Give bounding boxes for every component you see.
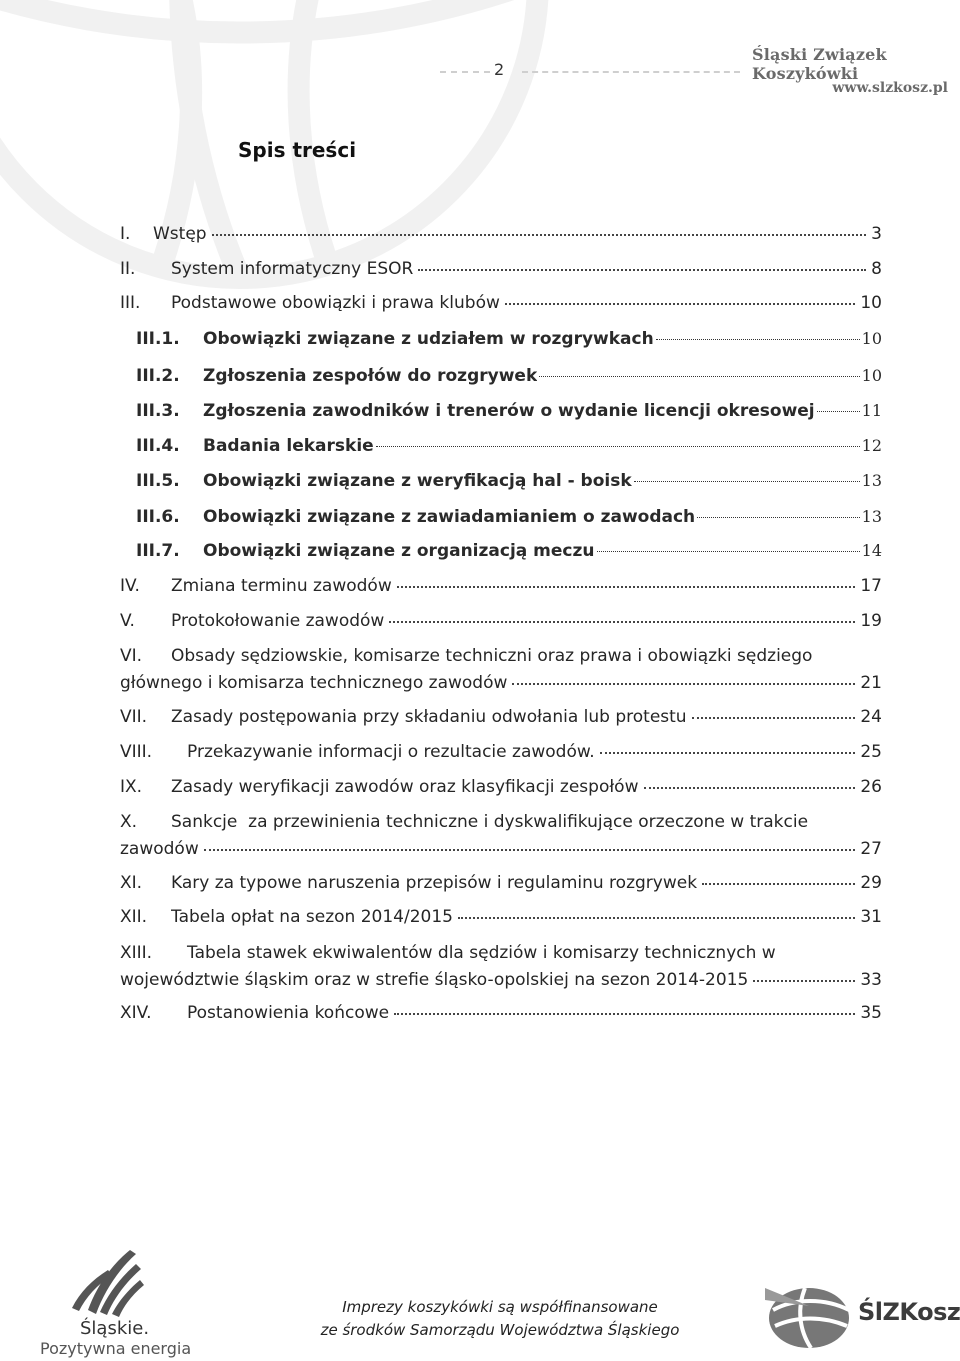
toc-entry[interactable] — [120, 707, 882, 727]
toc-leader-dots — [692, 717, 856, 719]
toc-entry-page: 12 — [861, 436, 882, 455]
toc-entry-number: III.5. — [136, 471, 180, 491]
toc-entry[interactable] — [120, 293, 882, 313]
toc-entry-title: Obowiązki związane z organizacją meczu — [203, 541, 595, 561]
toc-entry-title: Zgłoszenia zawodników i trenerów o wydanie licencji okresowej — [203, 401, 815, 421]
toc-entry-number: XI. — [120, 873, 143, 893]
toc-entry-page: 10 — [861, 366, 882, 385]
toc-entry-page: 10 — [860, 293, 882, 313]
toc-entry-number: XIV. — [120, 1003, 152, 1023]
toc-entry-title: Zasady weryfikacji zawodów oraz klasyfikacji zespołów — [171, 777, 639, 797]
toc-entry[interactable] — [120, 873, 882, 893]
toc-entry-title: Protokołowanie zawodów — [171, 611, 385, 631]
toc-leader-dots — [458, 917, 855, 919]
toc-entry-page: 26 — [860, 777, 882, 797]
toc-subentry[interactable] — [136, 366, 882, 386]
toc-entry-title: Obsady sędziowskie, komisarze techniczni oraz prawa i obowiązki sędziego — [171, 646, 813, 666]
toc-subentry[interactable] — [136, 471, 882, 491]
toc-entry-page: 29 — [860, 873, 882, 893]
toc-entry-title-continued: głównego i komisarza technicznego zawodów — [120, 673, 508, 693]
slzkosz-ball-logo-icon — [765, 1280, 853, 1350]
toc-entry[interactable] — [120, 646, 882, 693]
toc-entry-page: 14 — [861, 541, 882, 560]
header-org-url: www.slzkosz.pl — [832, 80, 948, 96]
toc-entry-number: II. — [120, 259, 136, 279]
toc-entry-number: III.6. — [136, 507, 180, 527]
toc-entry-page: 31 — [860, 907, 882, 927]
toc-subentry[interactable] — [136, 329, 882, 349]
toc-leader-dots — [539, 376, 859, 377]
toc-entry-page: 33 — [860, 970, 882, 990]
header-divider-left — [440, 71, 490, 73]
toc-leader-dots — [512, 683, 855, 685]
toc-entry-number: VI. — [120, 646, 143, 666]
toc-entry[interactable] — [120, 907, 882, 927]
toc-entry-title: Tabela stawek ekwiwalentów dla sędziów i komisarzy technicznych w — [187, 943, 776, 963]
header-divider-right — [522, 71, 740, 73]
toc-entry[interactable] — [120, 259, 882, 279]
toc-title: Spis treści — [238, 138, 357, 162]
toc-entry-page: 35 — [860, 1003, 882, 1023]
toc-subentry[interactable] — [136, 401, 882, 421]
toc-entry-number: VIII. — [120, 742, 153, 762]
toc-leader-dots — [505, 303, 855, 305]
toc-entry-number: X. — [120, 812, 138, 832]
toc-entry[interactable] — [120, 1003, 882, 1023]
toc-leader-dots — [753, 980, 855, 982]
toc-entry-number: IV. — [120, 576, 140, 596]
toc-entry-number: XIII. — [120, 943, 153, 963]
toc-entry[interactable] — [120, 224, 882, 244]
toc-entry-page: 21 — [860, 673, 882, 693]
toc-entry-title: Postanowienia końcowe — [187, 1003, 390, 1023]
toc-leader-dots — [656, 339, 860, 340]
toc-entry-page: 13 — [861, 507, 882, 526]
toc-entry-number: III.1. — [136, 329, 180, 349]
toc-entry-title: Zgłoszenia zespołów do rozgrywek — [203, 366, 538, 386]
toc-entry-page: 10 — [861, 329, 882, 348]
toc-leader-dots — [204, 849, 856, 851]
toc-leader-dots — [376, 446, 860, 447]
toc-entry-number: IX. — [120, 777, 143, 797]
toc-leader-dots — [600, 752, 856, 754]
toc-entry-page: 11 — [861, 401, 882, 420]
toc-entry-number: III.3. — [136, 401, 180, 421]
toc-entry[interactable] — [120, 742, 882, 762]
toc-entry[interactable] — [120, 611, 882, 631]
toc-entry-number: III.7. — [136, 541, 180, 561]
toc-entry-page: 17 — [860, 576, 882, 596]
toc-entry-title: Przekazywanie informacji o rezultacie zawodów. — [187, 742, 595, 762]
toc-entry-title: Tabela opłat na sezon 2014/2015 — [171, 907, 453, 927]
toc-entry-page: 25 — [860, 742, 882, 762]
toc-entry-number: V. — [120, 611, 135, 631]
funding-note — [320, 1296, 680, 1342]
toc-subentry[interactable] — [136, 541, 882, 561]
toc-entry-title: Zasady postępowania przy składaniu odwołania lub protestu — [171, 707, 687, 727]
toc-entry-title: Podstawowe obowiązki i prawa klubów — [171, 293, 500, 313]
toc-entry-number: VII. — [120, 707, 148, 727]
toc-entry[interactable] — [120, 812, 882, 859]
toc-entry-title: Badania lekarskie — [203, 436, 374, 456]
slzkosz-logo-word: ŚlZKosz — [858, 1298, 960, 1326]
toc-entry-title: Sankcje za przewinienia techniczne i dyskwalifikujące orzeczone w trakcie — [171, 812, 809, 832]
toc-entry[interactable] — [120, 576, 882, 596]
toc-subentry[interactable] — [136, 507, 882, 527]
toc-leader-dots — [212, 234, 867, 236]
toc-entry[interactable] — [120, 777, 882, 797]
toc-entry-title: System informatyczny ESOR — [171, 259, 414, 279]
toc-entry-number: I. — [120, 224, 131, 244]
funding-note-line-2: ze środków Samorządu Województwa Śląskiego — [320, 1321, 680, 1339]
toc-entry-title: Kary za typowe naruszenia przepisów i regulaminu rozgrywek — [171, 873, 698, 893]
toc-entry-page: 19 — [860, 611, 882, 631]
toc-entry-title: Obowiązki związane z weryfikacją hal - boisk — [203, 471, 632, 491]
toc-entry-title-continued: województwie śląskim oraz w strefie śląsko-opolskiej na sezon 2014-2015 — [120, 970, 749, 990]
header-org-name: Śląski Związek Koszykówki — [752, 45, 887, 83]
page-number: 2 — [494, 60, 505, 79]
toc-leader-dots — [597, 551, 860, 552]
toc-leader-dots — [397, 586, 856, 588]
toc-leader-dots — [644, 787, 856, 789]
toc-entry[interactable] — [120, 943, 882, 990]
funding-note-line-1: Imprezy koszykówki są współfinansowane — [342, 1298, 658, 1316]
toc-leader-dots — [418, 269, 866, 271]
toc-entry-title: Obowiązki związane z zawiadamianiem o zawodach — [203, 507, 696, 527]
toc-entry-page: 13 — [861, 471, 882, 490]
toc-leader-dots — [817, 411, 860, 412]
slaskie-logo-word: Śląskie. — [80, 1318, 150, 1339]
toc-entry-number: III.4. — [136, 436, 180, 456]
toc-entry-page: 3 — [871, 224, 882, 244]
toc-entry-title: Obowiązki związane z udziałem w rozgrywkach — [203, 329, 654, 349]
slaskie-logo-tagline: Pozytywna energia — [40, 1339, 192, 1358]
toc-leader-dots — [702, 883, 855, 885]
toc-entry-title-continued: zawodów — [120, 839, 199, 859]
toc-leader-dots — [634, 481, 860, 482]
toc-entry-page: 27 — [860, 839, 882, 859]
toc-entry-page: 24 — [860, 707, 882, 727]
toc-leader-dots — [394, 1013, 855, 1015]
toc-leader-dots — [389, 621, 855, 623]
toc-entry-title: Wstęp — [153, 224, 207, 244]
toc-leader-dots — [697, 517, 859, 518]
toc-entry-title: Zmiana terminu zawodów — [171, 576, 392, 596]
toc-entry-number: III. — [120, 293, 141, 313]
toc-entry-number: XII. — [120, 907, 148, 927]
toc-subentry[interactable] — [136, 436, 882, 456]
toc-entry-page: 8 — [871, 259, 882, 279]
toc-entry-number: III.2. — [136, 366, 180, 386]
